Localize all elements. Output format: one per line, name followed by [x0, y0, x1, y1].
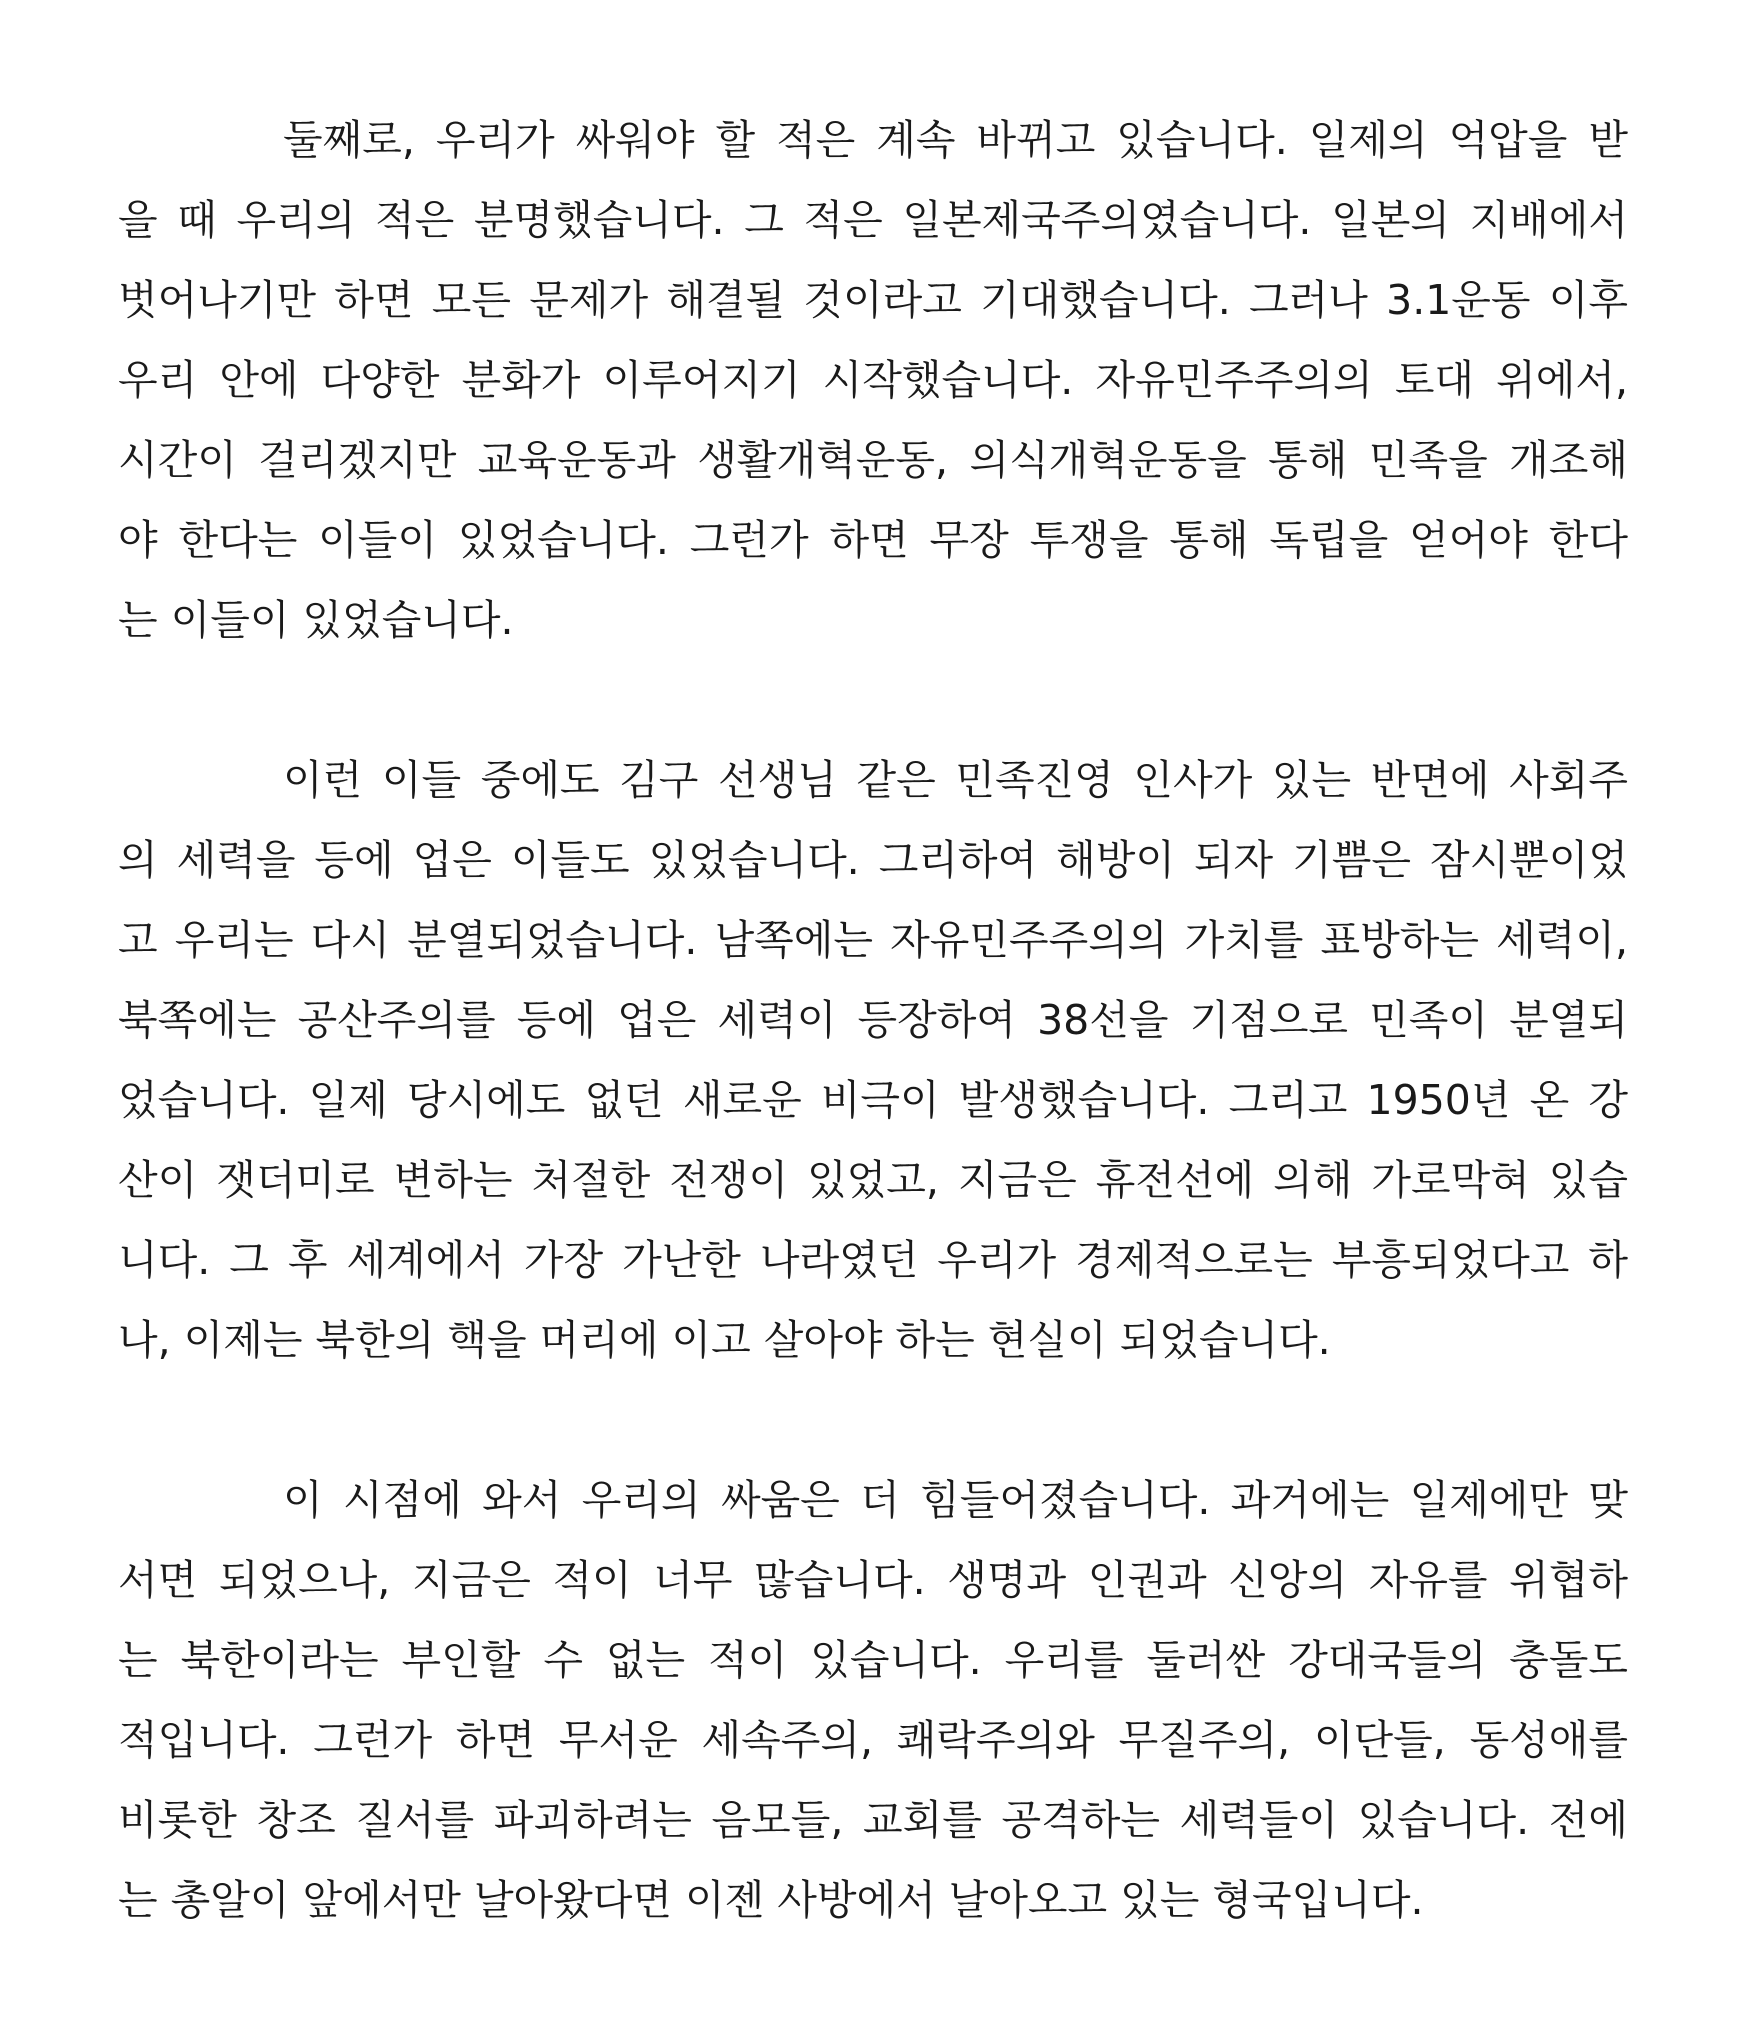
text-line: 는 이들이 있었습니다. [118, 596, 514, 644]
text-line: 비롯한 창조 질서를 파괴하려는 음모들, 교회를 공격하는 세력들이 있습니다. 전에 [118, 1796, 1628, 1844]
text-line: 시간이 걸리겠지만 교육운동과 생활개혁운동, 의식개혁운동을 통해 민족을 개조해 [118, 436, 1628, 484]
text-line: 니다. 그 후 세계에서 가장 가난한 나라였던 우리가 경제적으로는 부흥되었다고 하 [118, 1236, 1628, 1284]
text-line: 야 한다는 이들이 있었습니다. 그런가 하면 무장 투쟁을 통해 독립을 얻어야 한다 [118, 516, 1628, 564]
text-line: 나, 이제는 북한의 핵을 머리에 이고 살아야 하는 현실이 되었습니다. [118, 1316, 1331, 1364]
text-line: 둘째로, 우리가 싸워야 할 적은 계속 바뀌고 있습니다. 일제의 억압을 받 [283, 116, 1628, 164]
text-line: 이 시점에 와서 우리의 싸움은 더 힘들어졌습니다. 과거에는 일제에만 맞 [283, 1476, 1628, 1524]
paragraph-1 [118, 100, 1628, 660]
text-line: 는 총알이 앞에서만 날아왔다면 이젠 사방에서 날아오고 있는 형국입니다. [118, 1876, 1424, 1924]
text-line: 이런 이들 중에도 김구 선생님 같은 민족진영 인사가 있는 반면에 사회주 [283, 756, 1628, 804]
text-line: 는 북한이라는 부인할 수 없는 적이 있습니다. 우리를 둘러싼 강대국들의 충돌도 [118, 1636, 1628, 1684]
text-line: 의 세력을 등에 업은 이들도 있었습니다. 그리하여 해방이 되자 기쁨은 잠시뿐이었 [118, 836, 1628, 884]
document-page [118, 100, 1628, 2020]
text-line: 을 때 우리의 적은 분명했습니다. 그 적은 일본제국주의였습니다. 일본의 지배에서 [118, 196, 1628, 244]
text-line: 고 우리는 다시 분열되었습니다. 남쪽에는 자유민주주의의 가치를 표방하는 세력이, [118, 916, 1628, 964]
paragraph-3 [118, 1460, 1628, 1940]
paragraph-2 [118, 740, 1628, 1380]
text-line: 벗어나기만 하면 모든 문제가 해결될 것이라고 기대했습니다. 그러나 3.1운동 이후 [118, 276, 1628, 324]
text-line: 우리 안에 다양한 분화가 이루어지기 시작했습니다. 자유민주주의의 토대 위에서, [118, 356, 1628, 404]
text-line: 북쪽에는 공산주의를 등에 업은 세력이 등장하여 38선을 기점으로 민족이 분열되 [118, 996, 1628, 1044]
text-line: 서면 되었으나, 지금은 적이 너무 많습니다. 생명과 인권과 신앙의 자유를 위협하 [118, 1556, 1628, 1604]
text-line: 었습니다. 일제 당시에도 없던 새로운 비극이 발생했습니다. 그리고 1950년 온 강 [118, 1076, 1628, 1124]
text-line: 산이 잿더미로 변하는 처절한 전쟁이 있었고, 지금은 휴전선에 의해 가로막혀 있습 [118, 1156, 1628, 1204]
text-line: 적입니다. 그런가 하면 무서운 세속주의, 쾌락주의와 무질주의, 이단들, 동성애를 [118, 1716, 1628, 1764]
